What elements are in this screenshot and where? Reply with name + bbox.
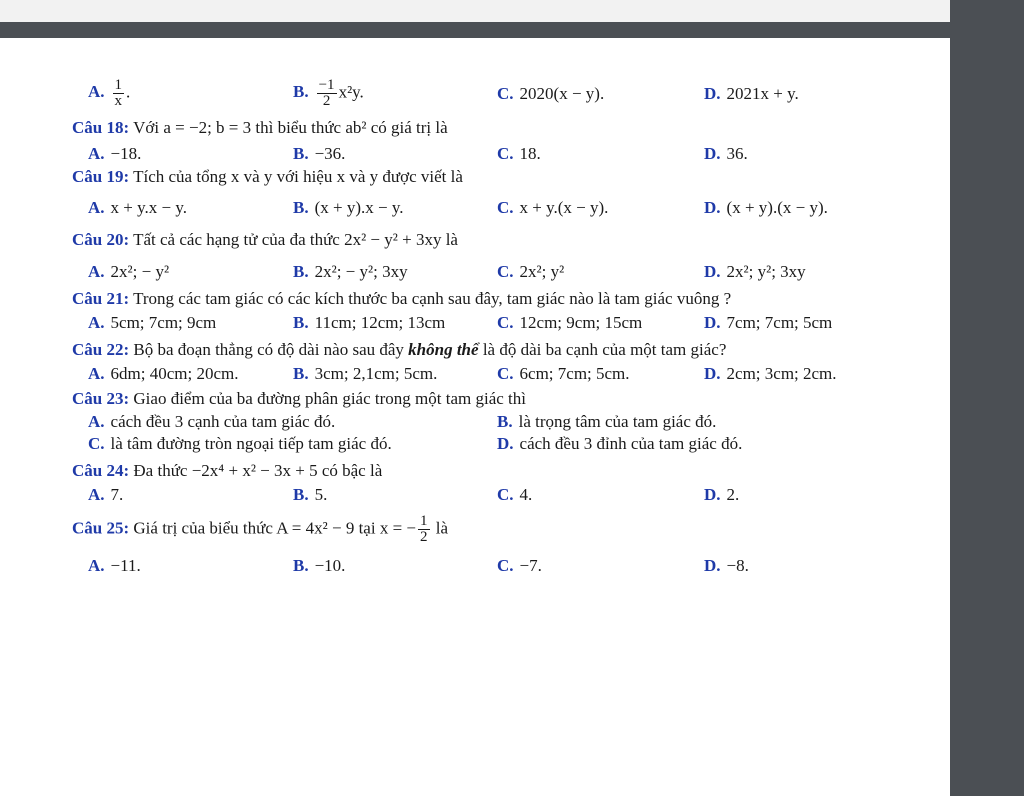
question-20-options: A. 2x²; − y² B. 2x²; − y²; 3xy C. 2x²; y² D. 2x²; y²; 3xy — [88, 262, 806, 281]
question-23: Câu 23: Giao điểm của ba đường phân giác trong một tam giác thì — [72, 389, 526, 408]
question-20: Câu 20: Tất cả các hạng tử của đa thức 2x² − y² + 3xy là — [72, 230, 458, 249]
question-25-options: A. −11. B. −10. C. −7. D. −8. — [88, 556, 749, 575]
option-b: B. $\frac{-1}{2}$ x²y. — [293, 77, 364, 109]
question-19: Câu 19: Tích của tổng x và y với hiệu x và y được viết là — [72, 167, 463, 186]
question-23-options-ab: A. cách đều 3 cạnh của tam giác đó. B. là trọng tâm của tam giác đó. — [88, 412, 717, 431]
option-c: C. 2020(x − y). — [497, 84, 605, 103]
question-19-options: A. x + y.x − y. B. (x + y).x − y. C. x + y.(x − y). D. (x + y).(x − y). — [88, 198, 828, 217]
question-21: Câu 21: Trong các tam giác có các kích thước ba cạnh sau đây, tam giác nào là tam giác vuông ? — [72, 289, 732, 308]
prev-options-row — [0, 70, 950, 114]
viewer-toolbar-edge — [0, 22, 950, 38]
question-23-options-cd: C. là tâm đường tròn ngoại tiếp tam giác đó. D. cách đều 3 đỉnh của tam giác đó. — [88, 434, 743, 453]
question-22: Câu 22: Bộ ba đoạn thẳng có độ dài nào sau đây không thể là độ dài ba cạnh của một tam giác? — [72, 340, 727, 359]
option-a: A. $\frac{1}{x}$ . — [88, 77, 131, 109]
question-22-options: A. 6dm; 40cm; 20cm. B. 3cm; 2,1cm; 5cm. C. 6cm; 7cm; 5cm. D. 2cm; 3cm; 2cm. — [88, 364, 837, 383]
question-18: Câu 18: Với a = −2; b = 3 thì biểu thức ab² có giá trị là — [72, 118, 448, 137]
option-d: D. 2021x + y. — [704, 84, 799, 103]
question-21-options: A. 5cm; 7cm; 9cm B. 11cm; 12cm; 13cm C. 12cm; 9cm; 15cm D. 7cm; 7cm; 5cm — [88, 313, 833, 332]
question-18-options: A. −18. B. −36. C. 18. D. 36. — [88, 144, 748, 163]
viewer-top-strip — [0, 0, 1024, 22]
viewer-right-margin — [950, 0, 1024, 796]
question-24: Câu 24: Đa thức −2x⁴ + x² − 3x + 5 có bậc là — [72, 461, 383, 480]
document-page — [0, 38, 950, 796]
question-25: Câu 25: Giá trị của biểu thức A = 4x² − 9 tại x = − $\frac{1}{2}$ là — [72, 513, 449, 545]
question-24-options: A. 7. B. 5. C. 4. D. 2. — [88, 485, 740, 504]
